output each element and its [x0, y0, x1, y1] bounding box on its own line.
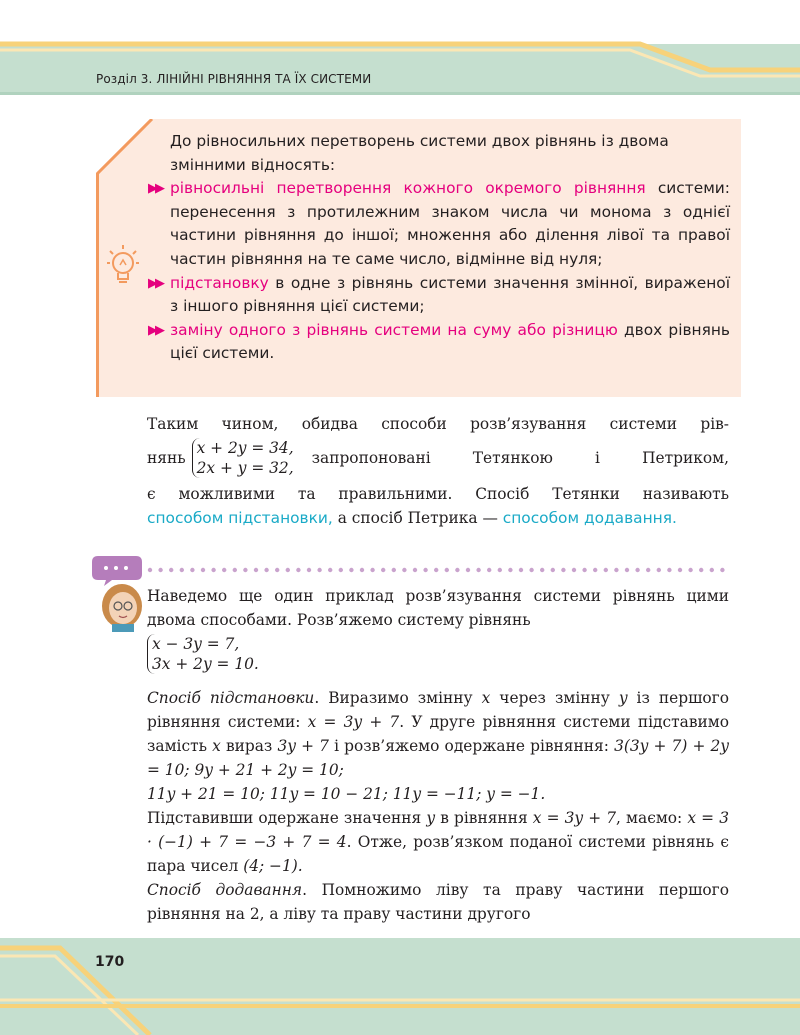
rule-intro-line1: До рівносильних перетворень системи двох рівнянь із двома	[170, 132, 669, 150]
lightbulb-icon	[107, 243, 139, 289]
double-arrow-icon: ▶▶	[148, 275, 162, 291]
divider-dot	[487, 568, 491, 572]
addition-text: . Помножимо ліву та праву частини першого рівняння на 2, а ліву та праву частини другого	[147, 881, 729, 923]
substitution-steps-line	[147, 782, 729, 806]
divider-dot	[466, 568, 470, 572]
system-brace	[192, 438, 294, 478]
page-number: 170	[95, 954, 125, 970]
divider-dot	[275, 568, 279, 572]
system-eq2: 2x + y = 32,	[196, 459, 294, 477]
divider-dot	[529, 568, 533, 572]
divider-dot	[402, 568, 406, 572]
divider-dot	[476, 568, 480, 572]
rule-intro-line2: змінними відносять:	[170, 155, 336, 174]
divider-dot	[169, 568, 173, 572]
divider-dot	[646, 568, 650, 572]
addition-title: Спосіб додавання	[147, 881, 303, 899]
summary-paragraph	[147, 412, 729, 530]
rule-box-corner	[96, 119, 156, 179]
divider-dot	[254, 568, 258, 572]
subst-text4: . У друге рівняння системи підставимо замість	[147, 713, 729, 755]
divider-dot	[445, 568, 449, 572]
divider-dot	[625, 568, 629, 572]
divider-dot	[657, 568, 661, 572]
divider-dot	[498, 568, 502, 572]
rule-bullet-1-highlight: рівносильні перетворення кожного окремого рівняння	[170, 179, 646, 198]
subst-text8: в рівняння	[435, 809, 533, 827]
var-x: x	[212, 737, 221, 755]
character-avatar-icon	[92, 552, 148, 632]
subst-text3: із першого рівняння системи:	[147, 689, 729, 731]
solution-pair: (4; −1).	[243, 857, 303, 875]
subst-text9: , маємо:	[616, 809, 688, 827]
divider-dot	[349, 568, 353, 572]
summary-line2	[147, 438, 729, 478]
expr-solve-y: 11y + 21 = 10; 11y = 10 − 21; 11y = −11; y = −1.	[147, 785, 546, 803]
subst-text7: Підставивши одержане значення	[147, 809, 427, 827]
subst-text10: . Отже, розв’язком поданої системи рівнянь є пара чисел	[147, 833, 730, 875]
summary-line2-suffix: запропоновані Тетянкою і Петриком,	[311, 449, 729, 467]
substitution-method	[147, 686, 729, 926]
divider-dot	[455, 568, 459, 572]
top-header-band	[0, 0, 800, 100]
summary-line1: Таким чином, обидва способи розв’язування системи рів-	[147, 415, 729, 433]
rule-bullet-2	[148, 272, 730, 319]
substitution-paragraph	[147, 686, 729, 782]
substitution-result	[147, 806, 729, 878]
rule-bullet-3-highlight: заміну одного з рівнянь системи на суму або різницю	[170, 320, 618, 339]
divider-dot	[286, 568, 290, 572]
subst-text5: вираз	[220, 737, 278, 755]
rule-bullet-2-highlight: підстановку	[170, 273, 269, 292]
divider-dot	[360, 568, 364, 572]
divider-dot	[339, 568, 343, 572]
example-intro	[147, 584, 729, 674]
rule-bullet-1-text: системи: перенесення з протилежним знаком числа чи монома з однієї частини рівняння до іншої; множення або ділення лівої та правої частин рівняння на те саме число, відмінне від нуля;	[170, 179, 730, 268]
divider-dot	[551, 568, 555, 572]
divider-dot	[158, 568, 162, 572]
subst-text2: через змінну	[490, 689, 619, 707]
divider-dot	[540, 568, 544, 572]
rule-text	[148, 130, 730, 366]
example-intro-text: Наведемо ще один приклад розв’язування системи рівнянь цими двома способами. Розв’яжемо систему рівнянь	[147, 587, 729, 629]
divider-dot	[667, 568, 671, 572]
divider-dot	[328, 568, 332, 572]
expr-x-equals: x = 3y + 7	[532, 809, 617, 827]
section-title: Розділ 3. ЛІНІЙНІ РІВНЯННЯ ТА ЇХ СИСТЕМИ	[96, 72, 372, 86]
rule-intro	[170, 130, 730, 177]
dotted-divider	[147, 567, 733, 573]
expr-x-equals: x = 3y + 7	[307, 713, 400, 731]
expr-3y-plus-7: 3y + 7	[277, 737, 329, 755]
subst-text1: . Виразимо змінну	[314, 689, 482, 707]
divider-dot	[710, 568, 714, 572]
double-arrow-icon: ▶▶	[148, 322, 162, 338]
summary-line4	[147, 506, 729, 530]
var-y: y	[618, 689, 628, 707]
divider-dot	[370, 568, 374, 572]
example-eq2: 3x + 2y = 10.	[152, 655, 259, 673]
rule-bullet-3	[148, 319, 730, 366]
summary-line2-prefix: нянь	[147, 449, 186, 467]
divider-dot	[222, 568, 226, 572]
divider-dot	[582, 568, 586, 572]
example-eq1: x − 3y = 7,	[152, 635, 240, 653]
method-substitution-term: способом підстановки,	[147, 509, 333, 527]
divider-dot	[699, 568, 703, 572]
rule-bullet-3-text: двох рівнянь цієї системи.	[170, 320, 730, 363]
substitution-title: Спосіб підстановки	[147, 689, 315, 707]
expr-equation-steps: 3(3y + 7) + 2y = 10; 9y + 21 + 2y = 10;	[147, 737, 729, 779]
divider-dot	[688, 568, 692, 572]
footer-decoration	[0, 938, 800, 1035]
expr-x-value: x = 3 · (−1) + 7 = −3 + 7 = 4	[147, 809, 729, 851]
divider-dot	[614, 568, 618, 572]
divider-dot	[233, 568, 237, 572]
divider-dot	[317, 568, 321, 572]
divider-dot	[635, 568, 639, 572]
var-x: x	[481, 689, 491, 707]
double-arrow-icon: ▶▶	[148, 181, 162, 197]
divider-dot	[148, 568, 152, 572]
subst-text6: і розв’яжемо одержане рівняння:	[328, 737, 615, 755]
divider-dot	[264, 568, 268, 572]
divider-dot	[307, 568, 311, 572]
divider-dot	[720, 568, 724, 572]
divider-dot	[519, 568, 523, 572]
divider-dot	[211, 568, 215, 572]
divider-dot	[243, 568, 247, 572]
summary-line3: є можливими та правильними. Спосіб Тетянки називають	[147, 485, 729, 503]
divider-dot	[593, 568, 597, 572]
rule-bullet-1	[148, 177, 730, 271]
divider-dot	[201, 568, 205, 572]
divider-dot	[561, 568, 565, 572]
var-y: y	[426, 809, 436, 827]
rule-bullet-2-text: в одне з рівнянь системи значення змінної, вираженої з іншого рівняння цієї системи;	[170, 273, 730, 316]
divider-dot	[296, 568, 300, 572]
divider-dot	[180, 568, 184, 572]
divider-dot	[381, 568, 385, 572]
method-addition-term: способом додавання.	[502, 509, 677, 527]
system-eq1: x + 2y = 34,	[196, 439, 294, 457]
divider-dot	[678, 568, 682, 572]
divider-dot	[434, 568, 438, 572]
divider-dot	[190, 568, 194, 572]
divider-dot	[508, 568, 512, 572]
divider-dot	[413, 568, 417, 572]
addition-paragraph	[147, 878, 729, 926]
divider-dot	[423, 568, 427, 572]
divider-dot	[572, 568, 576, 572]
divider-dot	[604, 568, 608, 572]
divider-dot	[392, 568, 396, 572]
example-system-brace	[147, 634, 259, 674]
bottom-footer-band	[0, 938, 800, 1035]
summary-line4-mid: а спосіб Петрика —	[332, 509, 503, 527]
